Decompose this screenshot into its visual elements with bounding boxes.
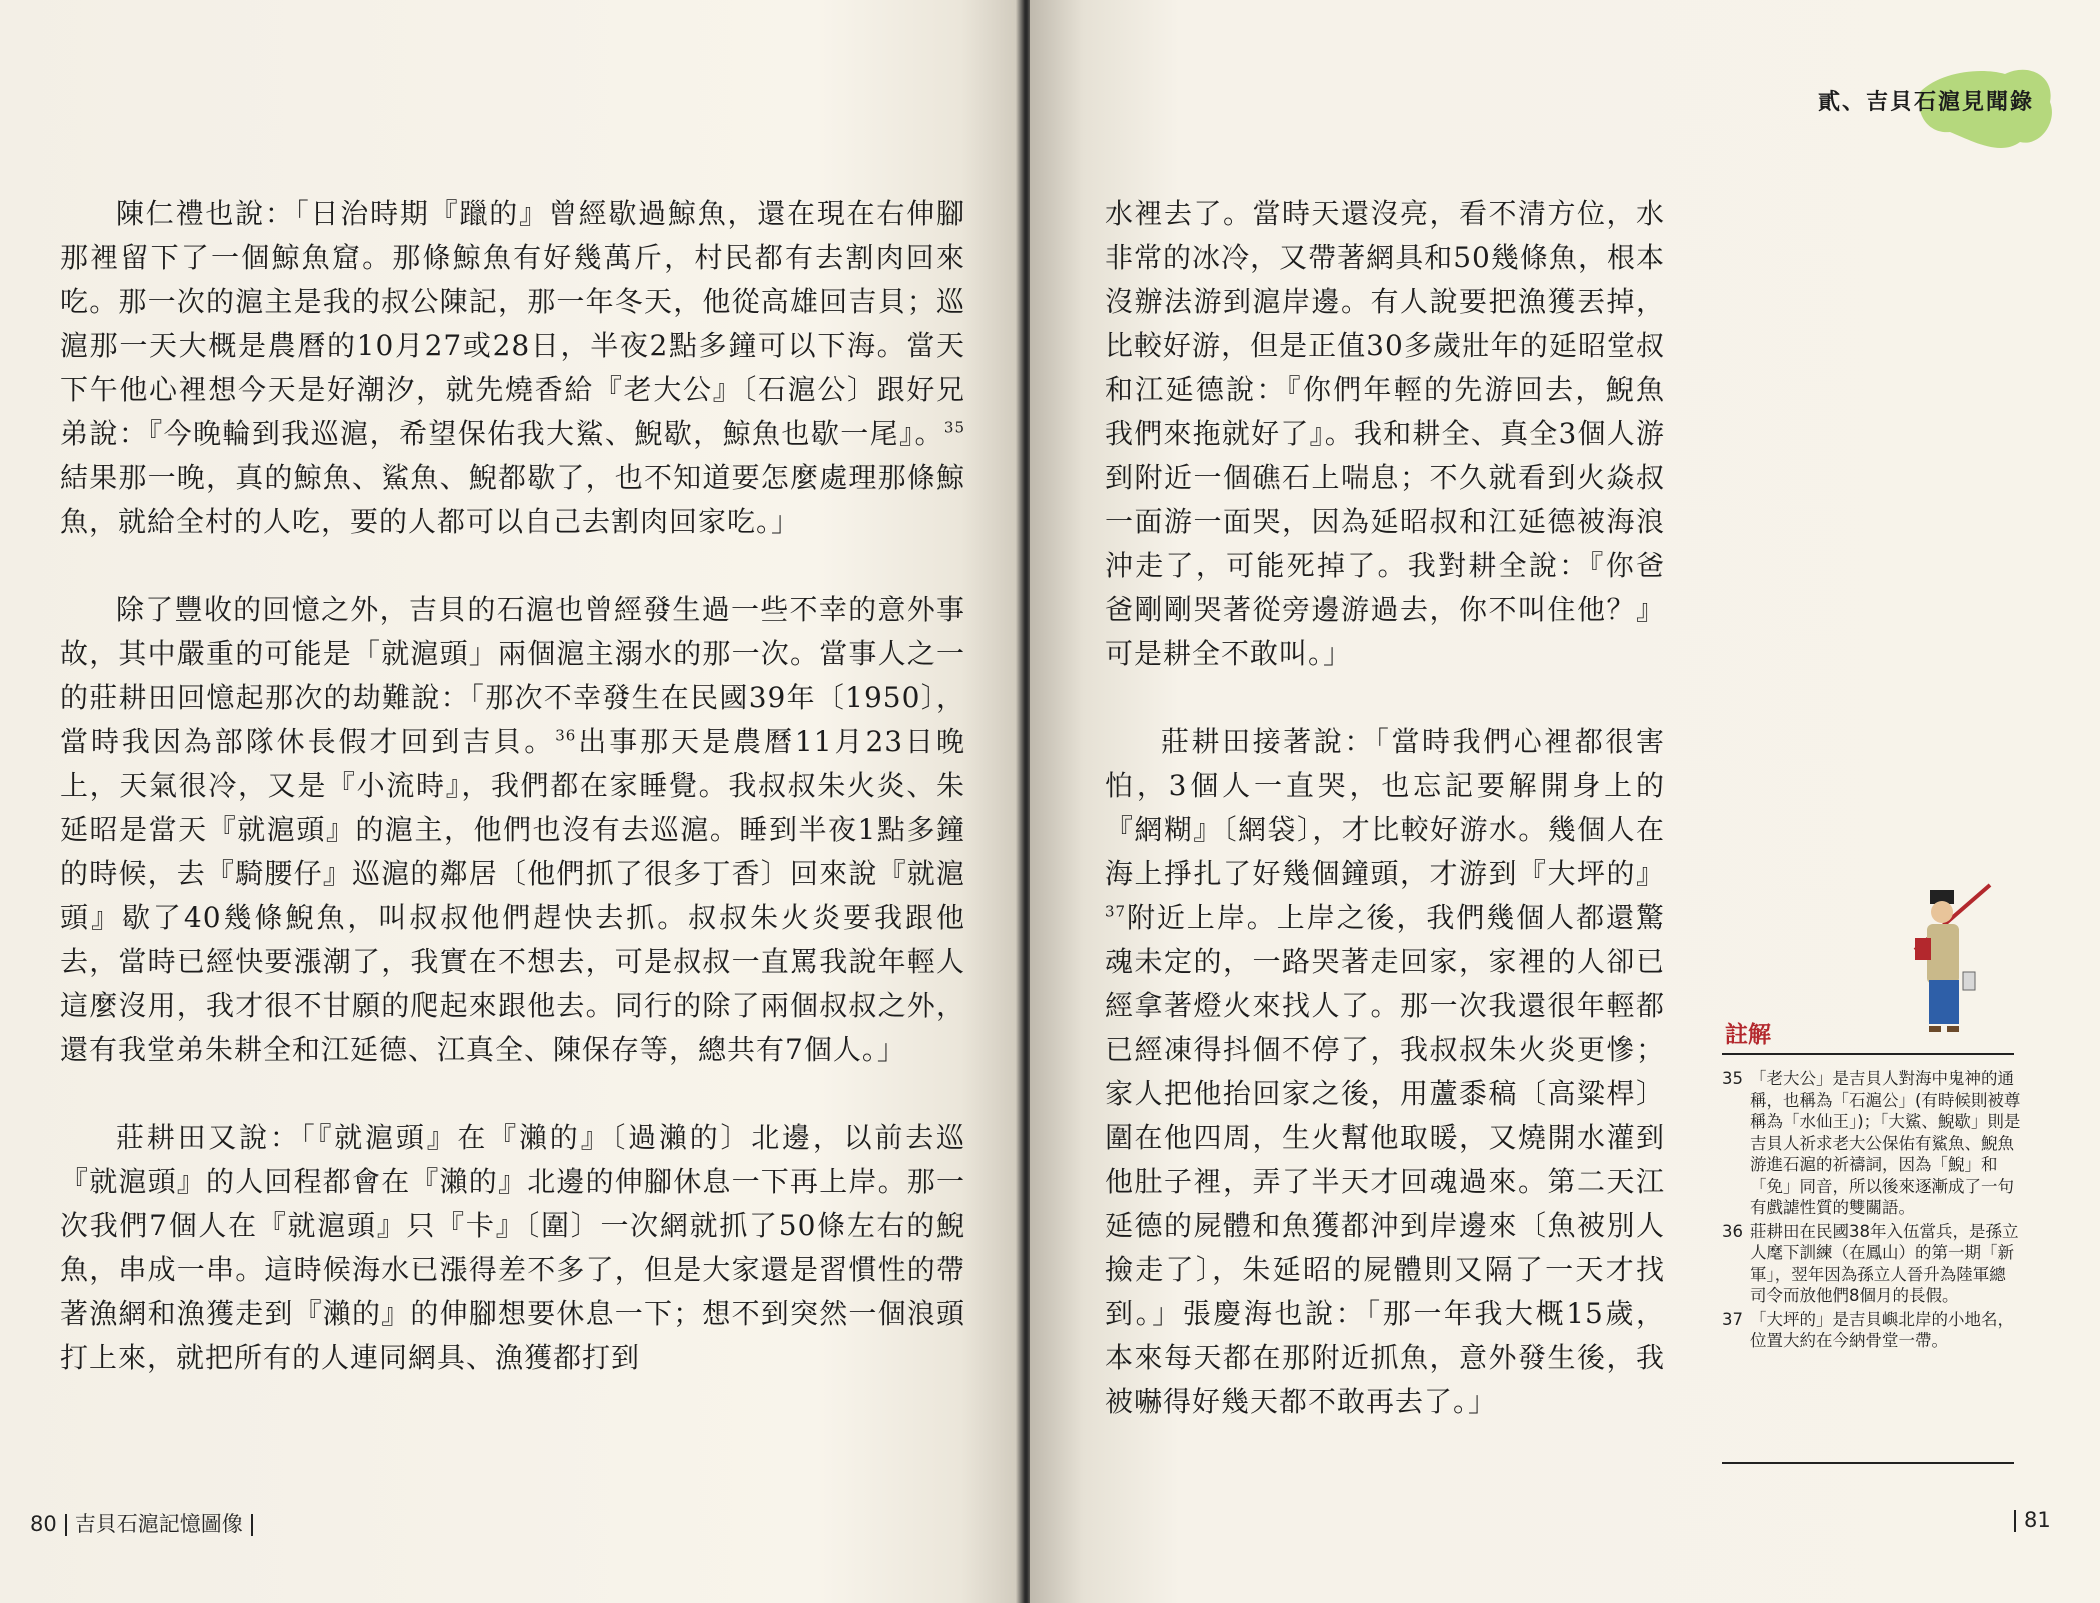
paragraph-text: 莊耕田接著說：「當時我們心裡都很害怕，3個人一直哭，也忘記要解開身上的『網糊』〔網袋〕，才比較好游水。幾個人在海上掙扎了好幾個鐘頭，才游到『大坪的』 (1105, 725, 1665, 890)
notes-top-rule (1722, 1053, 2014, 1055)
footnote-reference: 35 (943, 418, 965, 437)
left-page-number: 80 (30, 1512, 57, 1536)
notes-bottom-rule (1722, 1462, 2014, 1464)
footnotes-list (1722, 1068, 2022, 1354)
footnote-item (1722, 1309, 2022, 1352)
body-paragraph (60, 192, 965, 544)
left-folio (30, 1508, 261, 1538)
folio-divider (251, 1514, 253, 1536)
paragraph-text: 除了豐收的回憶之外，吉貝的石滬也曾經發生過一些不幸的意外事故，其中嚴重的可能是「就滬頭」兩個滬主溺水的那一次。當事人之一的莊耕田回憶起那次的劫難說：「那次不幸發生在民國39年〔1950〕，當時我因為部隊休長假才回到吉貝。 (60, 593, 965, 758)
paragraph-text: 附近上岸。上岸之後，我們幾個人都還驚魂未定的，一路哭著走回家，家裡的人卻已經拿著燈火來找人了。那一次我還很年輕都已經凍得抖個不停了，我叔叔朱火炎更慘；家人把他抬回家之後，用蘆黍稿〔高粱桿〕圍在他四周，生火幫他取暖，又燒開水灌到他肚子裡，弄了半天才回魂過來。第二天江延德的屍體和魚獲都沖到岸邊來〔魚被別人撿走了〕，朱延昭的屍體則又隔了一天才找到。」張慶海也說：「那一年我大概15歲，本來每天都在那附近抓魚，意外發生後，我被嚇得好幾天都不敢再去了。」 (1105, 901, 1665, 1418)
body-paragraph (1105, 192, 1665, 676)
footnote-number: 35 (1722, 1069, 1743, 1088)
book-title: 吉貝石滬記憶圖像 (74, 1512, 243, 1536)
footnote-number: 37 (1722, 1309, 1743, 1329)
footnote-text: 「大坪的」是吉貝嶼北岸的小地名，位置大約在今納骨堂一帶。 (1750, 1309, 2014, 1350)
body-paragraph (1105, 720, 1665, 1424)
folio-divider (2014, 1510, 2016, 1532)
left-text-column (60, 192, 965, 1424)
right-page-number: 81 (2024, 1508, 2051, 1532)
paragraph-text: 水裡去了。當時天還沒亮，看不清方位，水非常的冰冷，又帶著網具和50幾條魚，根本沒辦法游到滬岸邊。有人說要把漁獲丟掉，比較好游，但是正值30多歲壯年的延昭堂叔和江延德說：『你們年輕的先游回去，鯢魚我們來拖就好了』。我和耕全、真全3個人游到附近一個礁石上喘息；不久就看到火焱叔一面游一面哭，因為延昭叔和江延德被海浪沖走了，可能死掉了。我對耕全說：『你爸爸剛剛哭著從旁邊游過去，你不叫住他？』可是耕全不敢叫。」 (1105, 197, 1665, 670)
footnote-reference: 37 (1105, 902, 1127, 921)
footnote-item (1722, 1068, 2022, 1219)
left-page (0, 0, 1022, 1603)
body-paragraph (60, 1116, 965, 1380)
paragraph-text: 莊耕田又說：「『就滬頭』在『瀨的』〔過瀨的〕北邊，以前去巡『就滬頭』的人回程都會在『瀨的』北邊的伸腳休息一下再上岸。那一次我們7個人在『就滬頭』只『卡』〔圍〕一次網就抓了50條左右的鯢魚，串成一串。這時候海水已漲得差不多了，但是大家還是習慣性的帶著漁網和漁獲走到『瀨的』的伸腳想要休息一下；想不到突然一個浪頭打上來，就把所有的人連同網具、漁獲都打到 (60, 1121, 965, 1374)
footnote-text: 莊耕田在民國38年入伍當兵，是孫立人麾下訓練（在鳳山）的第一期「新軍」，翌年因為孫立人晉升為陸軍總司令而放他們8個月的長假。 (1750, 1221, 2019, 1305)
right-folio (2006, 1508, 2051, 1532)
right-text-column (1105, 192, 1665, 1468)
paragraph-text: 出事那天是農曆11月23日晚上，天氣很冷，又是『小流時』，我們都在家睡覺。我叔叔朱火炎、朱延昭是當天『就滬頭』的滬主，他們也沒有去巡滬。睡到半夜1點多鐘的時候，去『騎腰仔』巡滬的鄰居〔他們抓了很多丁香〕回來說『就滬頭』歇了40幾條鯢魚，叫叔叔他們趕快去抓。叔叔朱火炎要我跟他去，當時已經快要漲潮了，我實在不想去，可是叔叔一直罵我說年輕人這麼沒用，我才很不甘願的爬起來跟他去。同行的除了兩個叔叔之外，還有我堂弟朱耕全和江延德、江真全、陳保存等，總共有7個人。」 (60, 725, 965, 1066)
body-paragraph (60, 588, 965, 1072)
paragraph-text: 陳仁禮也說：「日治時期『躐的』曾經歇過鯨魚，還在現在右伸腳那裡留下了一個鯨魚窟。那條鯨魚有好幾萬斤，村民都有去割肉回來吃。那一次的滬主是我的叔公陳記，那一年冬天，他從高雄回吉貝；巡滬那一天大概是農曆的10月27或28日，半夜2點多鐘可以下海。當天下午他心裡想今天是好潮汐，就先燒香給『老大公』〔石滬公〕跟好兄弟說：『今晚輪到我巡滬，希望保佑我大鯊、鯢歇，鯨魚也歇一尾』。 (60, 197, 965, 450)
folio-divider (65, 1514, 67, 1536)
footnote-reference: 36 (555, 726, 577, 745)
footnote-text: 「老大公」是吉貝人對海中鬼神的通稱，也稱為「石滬公」(有時候則被尊稱為「水仙王」)；「大鯊、鯢歇」則是吉貝人祈求老大公保佑有鯊魚、鯢魚游進石滬的祈禱詞，因為「鯢」和「免」同音，所以後來逐漸成了一句有戲謔性質的雙關語。 (1750, 1069, 2021, 1217)
chapter-title: 貳、吉貝石滬見聞錄 (1817, 89, 2034, 115)
footnote-item (1722, 1221, 2022, 1307)
notes-heading: 註解 (1725, 1022, 1771, 1048)
footnote-number: 36 (1722, 1221, 1743, 1241)
paragraph-text: 結果那一晚，真的鯨魚、鯊魚、鯢都歇了，也不知道要怎麼處理那條鯨魚，就給全村的人吃，要的人都可以自己去割肉回家吃。」 (60, 461, 965, 538)
fisherman-figure-icon (1905, 880, 1995, 1050)
